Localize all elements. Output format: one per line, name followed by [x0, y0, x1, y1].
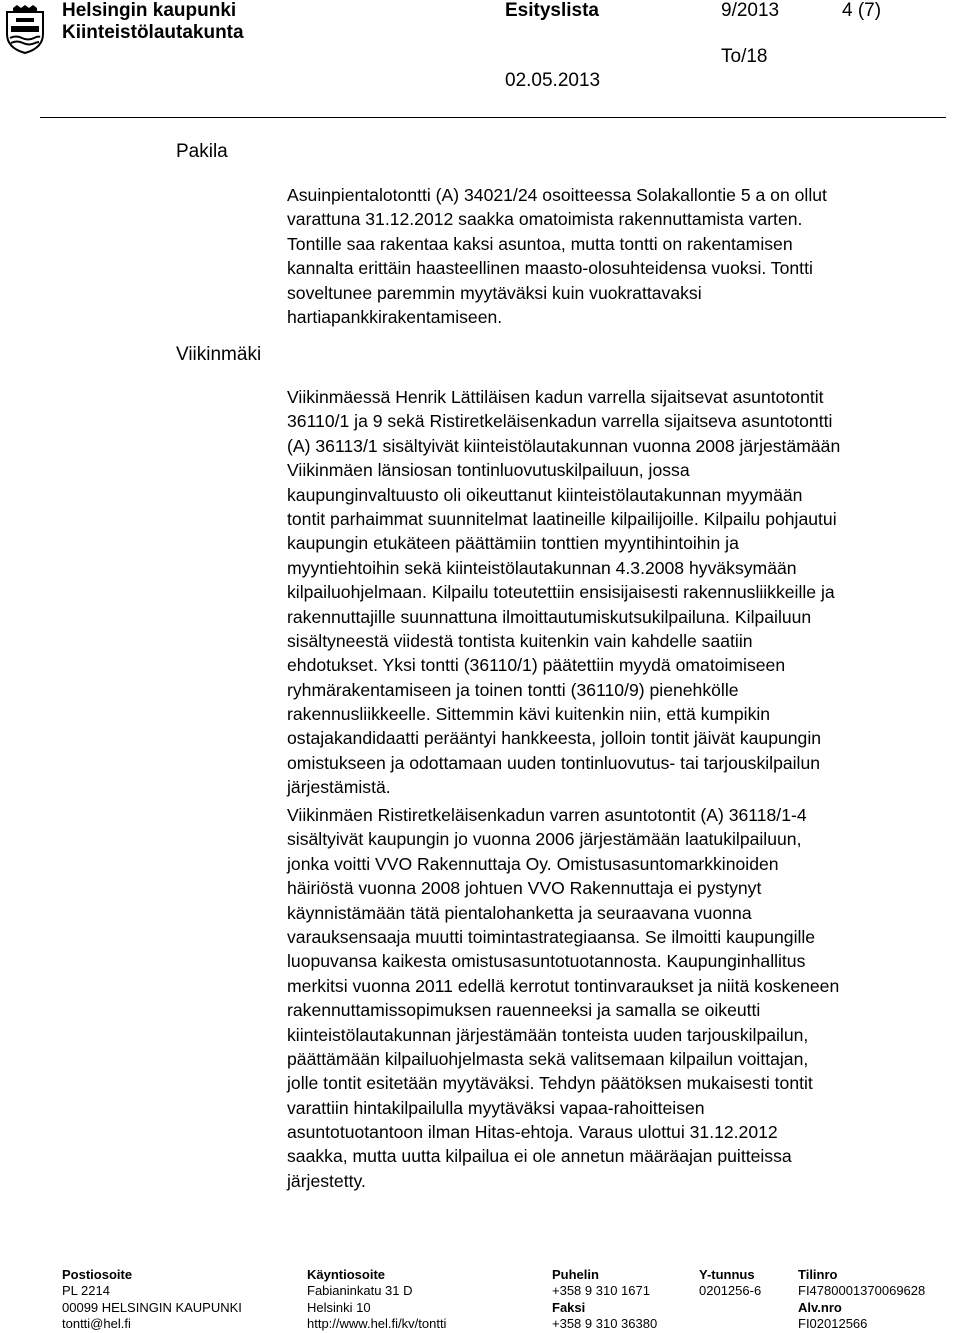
text-line: järjestämistä.: [287, 777, 391, 798]
text-line: varauksensaaja muutti toimintastrategiaansa. Se ilmoitti kaupungille: [287, 926, 816, 947]
text-line: hartiapankkirakentamiseen.: [287, 306, 503, 327]
text-line: Viikinmäessä Henrik Lättiläisen kadun varrella sijaitsevat asuntotontit: [287, 387, 824, 407]
footer-ytunnus: [699, 1267, 761, 1300]
page-number: 4 (7): [842, 0, 882, 21]
footer-email-link[interactable]: tontti@hel.fi: [62, 1316, 131, 1332]
text-line: rakennuttamissopimuksen rauenneeksi ja samalla se oikeutti: [287, 1000, 761, 1021]
footer-value: Helsinki 10: [307, 1299, 371, 1315]
text-line: häiriöstä vuonna 2008 johtuen VVO Rakennuttaja ei pystynyt: [287, 878, 762, 899]
footer-label: Faksi: [552, 1299, 586, 1315]
org-unit: Kiinteistölautakunta: [62, 22, 244, 43]
footer-value: 0201256-6: [699, 1283, 762, 1299]
text-line: rakennusliikkeelle. Sittemmin kävi kuitenkin niin, että kumpikin: [287, 704, 771, 725]
footer-web-link[interactable]: http://www.hel.fi/kv/tontti: [307, 1316, 447, 1332]
header-divider: [40, 117, 946, 118]
text-line: tontit parhaimmat suunnitelmat laatineille kilpailijoille. Kilpailu pohjautui: [287, 508, 837, 529]
text-line: rakennuttajille suunnattuna ilmoittautumiskutsukilpailuna. Kilpailuun: [287, 606, 812, 627]
footer-value: FI02012566: [798, 1316, 868, 1332]
text-line: Viikinmäen länsiosan tontinluovutuskilpailuun, jossa: [287, 460, 690, 481]
org-name: Helsingin kaupunki: [62, 0, 237, 21]
doc-number: 9/2013: [721, 0, 780, 21]
text-line: asuntotuotantoon ilman Hitas-ehtoja. Varaus ulottui 31.12.2012: [287, 1122, 778, 1143]
footer-value: FI4780001370069628: [798, 1283, 926, 1299]
text-line: varattiin hintakilpailulla myytäväksi vapaa-rahoitteisen: [287, 1097, 705, 1118]
text-line: kiinteistölautakunnan järjestämään tonteista uuden tarjouskilpailun,: [287, 1024, 809, 1045]
doc-type: Esityslista: [505, 0, 599, 21]
text-line: (A) 36113/1 sisältyivät kiinteistölautakunnan vuonna 2008 järjestämään: [287, 435, 841, 456]
footer-value: Fabianinkatu 31 D: [307, 1283, 413, 1299]
text-line: sisältyneestä viidestä tontista kuitenkin vain kahdelle saatiin: [287, 630, 753, 651]
section-heading-viikinmaki: Viikinmäki: [176, 344, 262, 365]
footer-label: Postiosoite: [62, 1267, 133, 1282]
text-line: kannalta erittäin haasteellinen maasto-olosuhteidensa vuoksi. Tontti: [287, 258, 813, 279]
footer-label: Y-tunnus: [699, 1267, 755, 1282]
helsinki-coat-of-arms-icon: [4, 4, 46, 54]
text-line: sisältyivät kaupungin jo vuonna 2006 järjestämään laatukilpailuun,: [287, 829, 802, 850]
text-line: luopuvansa kaikesta omistusasuntotuotannosta. Kaupunginhallitus: [287, 951, 806, 972]
text-line: kaupunginvaltuusto oli oikeuttanut kiinteistölautakunnan myymään: [287, 484, 803, 505]
text-line: jonka voitti VVO Rakennuttaja Oy. Omistusasuntomarkkinoiden: [287, 853, 779, 874]
footer-value: PL 2214: [62, 1283, 110, 1299]
footer-label: Käyntiosoite: [307, 1267, 386, 1282]
text-line: käynnistämään tätä pientalohanketta ja seuraavana vuonna: [287, 902, 752, 923]
footer-label: Alv.nro: [798, 1299, 842, 1315]
footer-label: Puhelin: [552, 1267, 599, 1282]
text-line: varattuna 31.12.2012 saakka omatoimista rakennuttamista varten.: [287, 209, 803, 230]
text-line: Viikinmäen Ristiretkeläisenkadun varren asuntotontit (A) 36118/1-4: [287, 805, 807, 825]
footer-label: Tilinro: [798, 1267, 838, 1282]
footer-puhelin: [552, 1267, 657, 1333]
text-line: saakka, mutta uutta kilpailua ei ole annetun määräajan puitteissa: [287, 1146, 792, 1167]
footer-kayntiosoite: [307, 1267, 446, 1333]
paragraph-pakila: [287, 183, 947, 329]
text-line: kilpailuohjelmaan. Kilpailu toteutettiin ensisijaisesti rakennusliikkeille ja: [287, 582, 835, 603]
text-line: 36110/1 ja 9 sekä Ristiretkeläisenkadun varrella sijaitseva asuntotontti: [287, 411, 833, 432]
text-line: soveltunee paremmin myytäväksi kuin vuokrattavaksi: [287, 282, 702, 303]
ref-code: To/18: [721, 46, 768, 67]
text-line: omistukseen ja odottamaan uuden tontinluovutus- tai tarjouskilpailun: [287, 752, 821, 773]
text-line: Asuinpientalotontti (A) 34021/24 osoitteessa Solakallontie 5 a on ollut: [287, 185, 827, 205]
text-line: jolle tontit esitetään myytäväksi. Tehdyn päätöksen mukaisesti tontit: [287, 1073, 813, 1094]
text-line: merkitsi vuonna 2011 edellä kerrotut tontinvaraukset ja niitä koskeneen: [287, 975, 840, 996]
footer-tilinro: [798, 1267, 925, 1333]
paragraph-viikinmaki-1: [287, 385, 947, 800]
doc-date: 02.05.2013: [505, 70, 601, 91]
footer-value: +358 9 310 36380: [552, 1316, 658, 1332]
text-line: kaupungin etukäteen päättämiin tonttien myyntihintoihin ja: [287, 533, 739, 554]
footer-value: 00099 HELSINGIN KAUPUNKI: [62, 1299, 242, 1315]
section-heading-pakila: Pakila: [176, 141, 228, 162]
text-line: Tontille saa rakentaa kaksi asuntoa, mutta tontti on rakentamisen: [287, 233, 793, 254]
paragraph-viikinmaki-2: [287, 803, 947, 1193]
text-line: järjestetty.: [287, 1170, 366, 1191]
text-line: päättämään kilpailuohjelmasta sekä valitsemaan kilpailun voittajan,: [287, 1048, 809, 1069]
footer-value: +358 9 310 1671: [552, 1283, 650, 1299]
footer-postiosoite: [62, 1267, 242, 1333]
text-line: ostajakandidaatti perääntyi hankkeesta, jolloin tontit jäivät kaupungin: [287, 728, 822, 749]
text-line: myyntiehtoihin sekä kiinteistölautakunnan 4.3.2008 hyväksymään: [287, 557, 797, 578]
text-line: ehdotukset. Yksi tontti (36110/1) päätettiin myydä omatoimiseen: [287, 655, 786, 676]
text-line: ryhmärakentamiseen ja toinen tontti (36110/9) pienehkölle: [287, 679, 739, 700]
